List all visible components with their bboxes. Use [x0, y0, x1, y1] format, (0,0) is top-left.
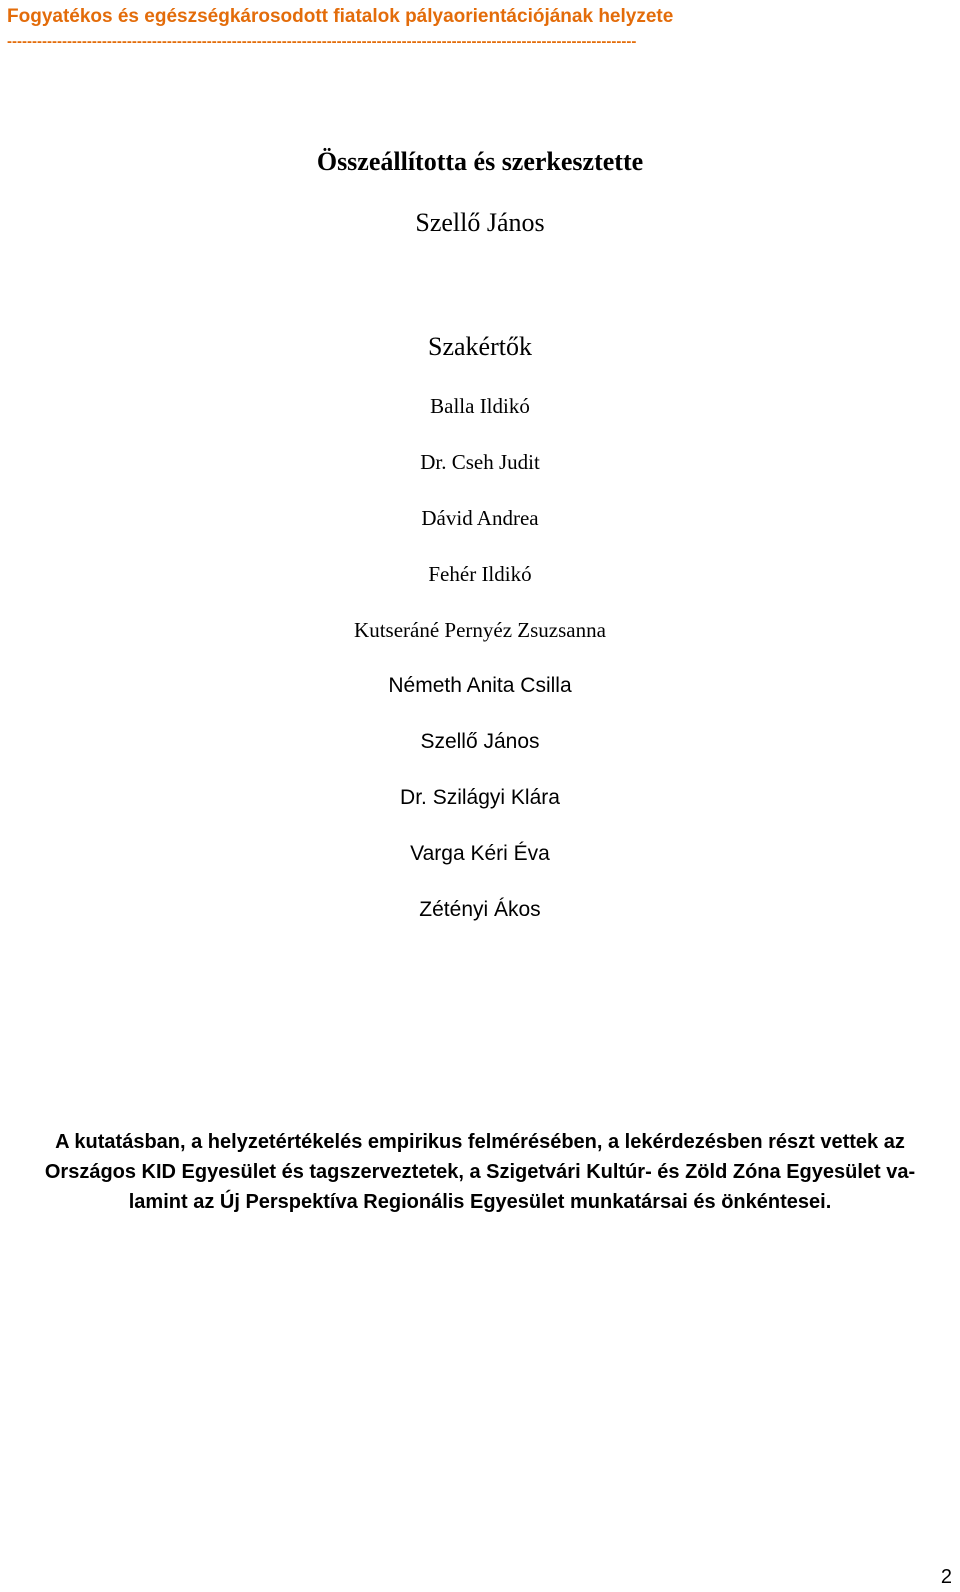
expert-name: Dr. Cseh Judit — [420, 450, 540, 474]
expert-name: Fehér Ildikó — [428, 562, 532, 586]
header-divider: ------------------------------------------------------------------------------------------------------------------------------ — [7, 33, 637, 50]
expert-name: Németh Anita Csilla — [388, 674, 572, 697]
experts-heading: Szakértők — [428, 332, 532, 361]
acknowledgement-paragraph — [0, 1127, 960, 1217]
page-number: 2 — [940, 1566, 952, 1588]
expert-name: Varga Kéri Éva — [410, 842, 550, 865]
expert-name: Balla Ildikó — [430, 394, 530, 418]
expert-name: Szellő János — [420, 730, 540, 753]
acknowledgement-line: lamint az Új Perspektíva Regionális Egyesület munkatársai és önkéntesei. — [128, 1191, 832, 1213]
expert-name: Dávid Andrea — [421, 506, 539, 530]
compiled-by-heading: Összeállította és szerkesztette — [316, 147, 644, 176]
compiler-name: Szellő János — [415, 208, 545, 237]
expert-name: Dr. Szilágyi Klára — [400, 786, 560, 809]
expert-name: Zétényi Ákos — [419, 898, 541, 921]
acknowledgement-line: Országos KID Egyesület és tagszerveztetek, a Szigetvári Kultúr- és Zöld Zóna Egyesület va- — [44, 1161, 916, 1183]
expert-name: Kutseráné Pernyéz Zsuzsanna — [354, 618, 606, 642]
acknowledgement-line: A kutatásban, a helyzetértékelés empirikus felmérésében, a lekérdezésben részt vettek az — [55, 1131, 905, 1153]
running-header-title: Fogyatékos és egészségkárosodott fiatalok pályaorientációjának helyzete — [7, 6, 674, 27]
